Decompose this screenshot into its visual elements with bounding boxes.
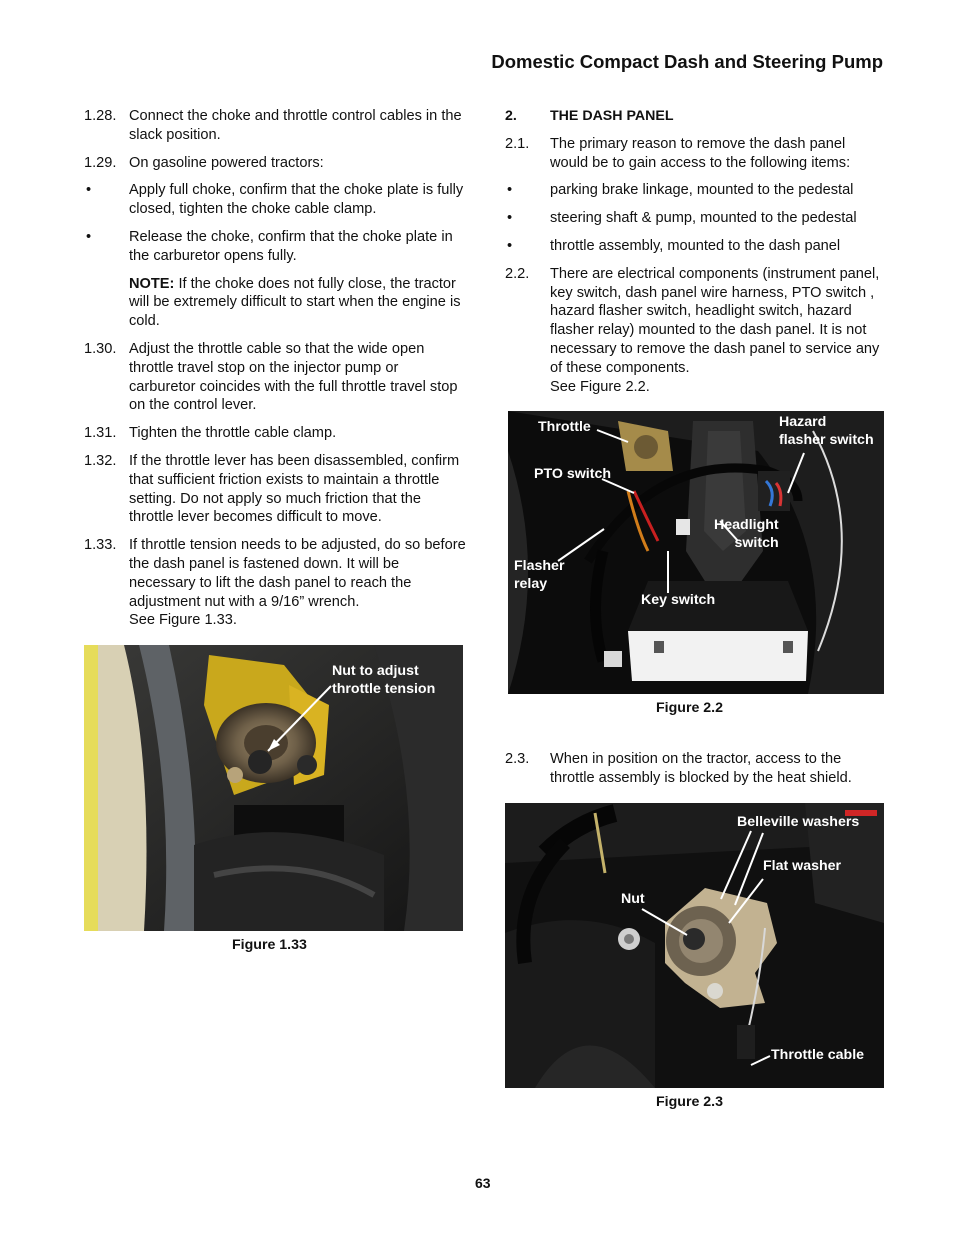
left-column [84,107,466,639]
figure-1-33-photo [84,645,463,931]
step-1-32 [84,452,466,527]
step-text: If the throttle lever has been disassembled, confirm that sufficient friction exists to maintain a throttle setting. Do not apply so much friction that the throttle lever becomes difficult to move. [129,452,460,526]
step-number: 1.32. [84,452,117,469]
bullet-icon: • [507,182,513,199]
figure-reference: See Figure 1.33. [129,612,237,629]
step-text: The primary reason to remove the dash panel would be to gain access to the following items: [550,135,851,171]
step-number: 1.28. [84,108,117,124]
note-label: NOTE: [129,275,175,292]
callout-nut: Nut [621,891,645,907]
callout-line: Nut to adjust [332,663,419,679]
bullet-item [505,209,885,228]
figure-2-2-photo [508,411,884,694]
bullet-text: steering shaft & pump, mounted to the pedestal [550,210,857,227]
callout-line: Headlight [714,517,779,533]
step-number: 1.33. [84,537,117,554]
callout-throttle-cable: Throttle cable [771,1047,865,1063]
callout-line: Flasher [514,558,565,574]
step-2-2 [505,265,885,397]
note [84,275,466,331]
step-number: 2.2. [505,265,530,282]
callout-line: switch [734,535,779,551]
bullet-icon: • [507,237,513,254]
callout-nut-adjust [332,662,435,698]
callout-hazard-flasher-switch [779,413,874,449]
figure-1-33-caption: Figure 1.33 [232,937,307,953]
callout-flasher-relay [514,557,564,593]
step-number: 1.30. [84,340,117,357]
callout-belleville-washers: Belleville washers [737,814,860,830]
callout-headlight-switch [714,516,779,552]
step-1-33 [84,536,466,630]
figure-reference: See Figure 2.2. [550,378,650,395]
bullet-text: throttle assembly, mounted to the dash panel [550,237,841,254]
section-heading [505,107,885,126]
step-1-30 [84,340,466,415]
bullet-text: Apply full choke, confirm that the choke plate is fully closed, tighten the choke cable clamp. [129,182,464,218]
bullet-icon: • [86,182,92,199]
right-column [505,107,885,405]
step-2-3-block [505,750,885,797]
callout-line: throttle tension [332,681,436,697]
callout-line: relay [514,576,548,592]
step-number: 2.1. [505,135,530,152]
callout-line: flasher switch [779,432,874,448]
bullet-text: Release the choke, confirm that the choke plate in the carburetor opens fully. [129,228,453,264]
step-number: 1.29. [84,154,117,171]
note-text: If the choke does not fully close, the tractor will be extremely difficult to start when the engine is cold. [129,275,461,330]
step-text: Adjust the throttle cable so that the wide open throttle travel stop on the injector pump or carburetor coincides with the full throttle travel stop on the control lever. [129,340,458,414]
section-title: THE DASH PANEL [550,108,674,124]
figure-2-3-photo [505,803,884,1088]
bullet-icon: • [507,210,513,227]
step-text: Connect the choke and throttle control cables in the slack position. [129,108,462,143]
bullet-text: parking brake linkage, mounted to the pedestal [550,182,854,199]
section-number: 2. [505,108,517,124]
step-2-3 [505,750,885,788]
bullet-item [84,181,466,219]
step-text: Tighten the throttle cable clamp. [129,425,337,442]
figure-2-3-caption: Figure 2.3 [656,1094,724,1110]
step-text: If throttle tension needs to be adjusted, do so before the dash panel is fastened down. It will be necessary to lift the dash panel to reach the adjustment nut with a 9/16” wrench. [129,537,466,610]
step-1-28 [84,107,466,145]
bullet-icon: • [86,228,92,245]
bullet-item [505,181,885,200]
step-number: 1.31. [84,425,117,442]
dash-panel-photo [508,411,884,694]
step-1-31 [84,424,466,443]
callout-line: Hazard [779,414,827,430]
bullet-item [84,228,466,266]
step-2-1 [505,135,885,173]
bullet-item [505,237,885,256]
step-number: 2.3. [505,751,530,767]
page-number: 63 [475,1175,491,1191]
callout-throttle: Throttle [538,419,591,435]
step-text: When in position on the tractor, access to the throttle assembly is blocked by the heat shield. [550,751,852,786]
step-text: On gasoline powered tractors: [129,154,324,171]
callout-pto-switch: PTO switch [534,466,611,482]
callout-key-switch: Key switch [641,592,716,608]
callout-flat-washer: Flat washer [763,858,842,874]
step-text: There are electrical components (instrument panel, key switch, dash panel wire harness, PTO switch , hazard flasher switch, headlight switch, hazard flasher relay) mounted to the dash panel. It is not necessary to remove the dash panel to service any of these components. [550,265,880,376]
page-header-title: Domestic Compact Dash and Steering Pump [491,51,883,72]
figure-2-2-caption: Figure 2.2 [656,700,724,716]
step-1-29 [84,154,466,173]
